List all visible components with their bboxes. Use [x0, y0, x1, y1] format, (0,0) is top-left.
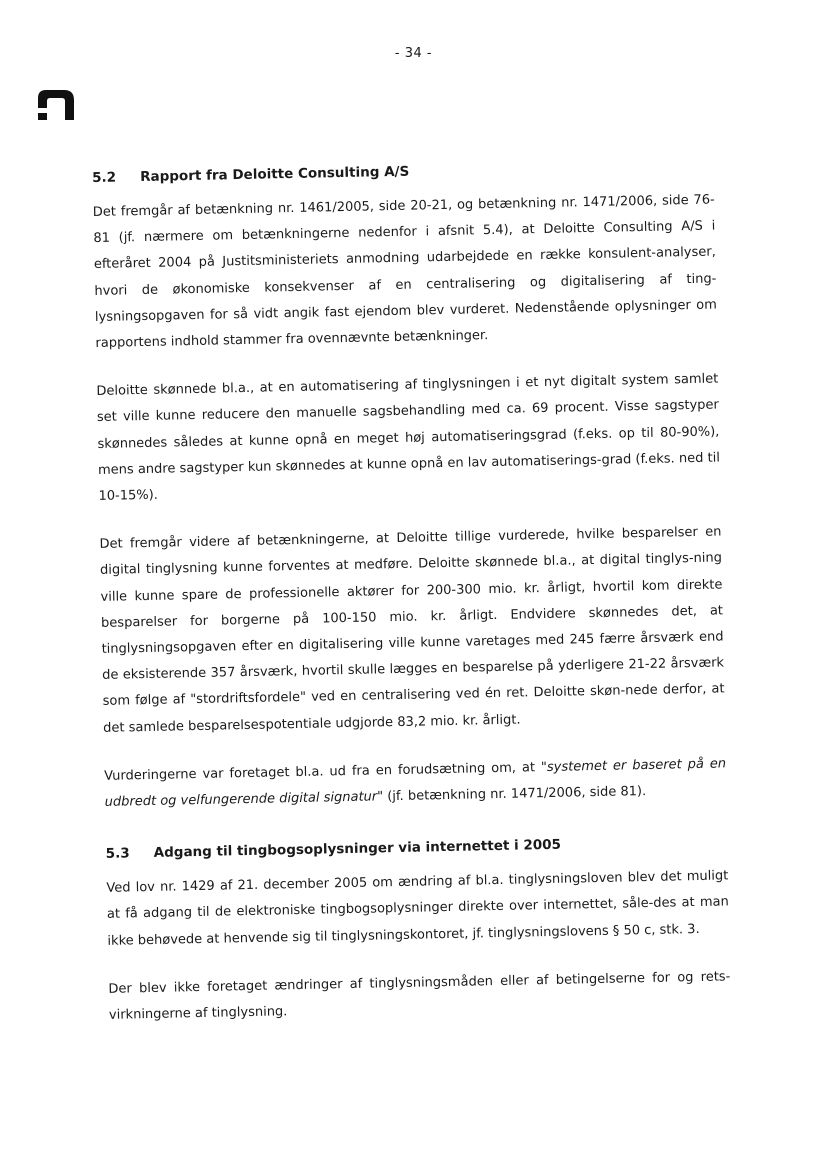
paragraph: Det fremgår af betænkning nr. 1461/2005, side 20-21, og betænkning nr. 1471/2006, side 76-81 (jf. nærmere om betænkningerne nedenfor i afsnit 5.4), at Deloitte Consulting A/S i efteråret 2004 på Justitsministeriets anmodning udarbejdede en række konsulent-analyser, hvori de økonomiske konsekvenser af en centralisering og digitalisering af ting-lysningsopgaven for så vidt angik fast ejendom blev vurderet. Nedenstående oplysninger om rapportens indhold stammer fra ovennævnte betænkninger.	[92, 192, 717, 351]
section-title: Adgang til tingbogsoplysninger via internettet i 2005	[153, 836, 562, 862]
paragraph: Det fremgår videre af betænkningerne, at Deloitte tillige vurderede, hvilke besparelser en digital tinglysning kunne forventes at medføre. Deloitte skønnede bl.a., at digital tinglys-ning ville kunne spare de professionelle aktører for 200-300 mio. kr. årligt, hvortil kom direkte besparelser for borgerne på 100-150 mio. kr. årligt. Endvidere skønnedes det, at tinglysningsopgaven efter en digitalisering ville kunne varetages med 245 færre årsværk end de eksisterende 357 årsværk, hvortil skulle lægges en besparelse på yderligere 21-22 årsværk som følge af "stordriftsfordele" ved en centralisering ved én ret. Deloitte skøn-nede derfor, at det samlede besparelsespotentiale udgjorde 83,2 mio. kr. årligt.	[99, 524, 725, 736]
arch-logo-icon	[34, 86, 78, 122]
quoted-text: systemet er baseret på en udbredt og velfungerende digital signatur	[104, 756, 727, 810]
paragraph-text: " (jf. betænkning nr. 1471/2006, side 81).	[377, 784, 647, 805]
page-number: - 34 -	[394, 46, 433, 61]
section-title: Rapport fra Deloitte Consulting A/S	[139, 163, 410, 186]
paragraph: Ved lov nr. 1429 af 21. december 2005 om ændring af bl.a. tinglysningsloven blev det muligt at få adgang til de elektroniske tingbogsoplysninger direkte over internettet, såle-des at man ikke behøvede at henvende sig til tinglysningskontoret, jf. tinglysningslovens § 50 c, stk. 3.	[106, 868, 729, 949]
paragraph: Deloitte skønnede bl.a., at en automatisering af tinglysningen i et nyt digitalt system samlet set ville kunne reducere den manuelle sagsbehandling med ca. 69 procent. Visse sagstyper skønnedes således at kunne opnå en meget høj automatiseringsgrad (f.eks. op til 80-90%), mens andre sagstyper kun skønnedes at kunne opnå en lav automatiserings-grad (f.eks. ned til 10-15%).	[96, 371, 721, 504]
document-body	[92, 158, 731, 1030]
paragraph: Der blev ikke foretaget ændringer af tinglysningsmåden eller af betingelserne for og rets-virkningerne af tinglysning.	[108, 969, 731, 1023]
section-heading	[92, 158, 714, 186]
section-number: 5.2	[92, 169, 117, 186]
paragraph-text: Vurderingerne var foretaget bl.a. ud fra en forudsætning om, at "	[104, 759, 548, 784]
section-number: 5.3	[105, 845, 130, 863]
